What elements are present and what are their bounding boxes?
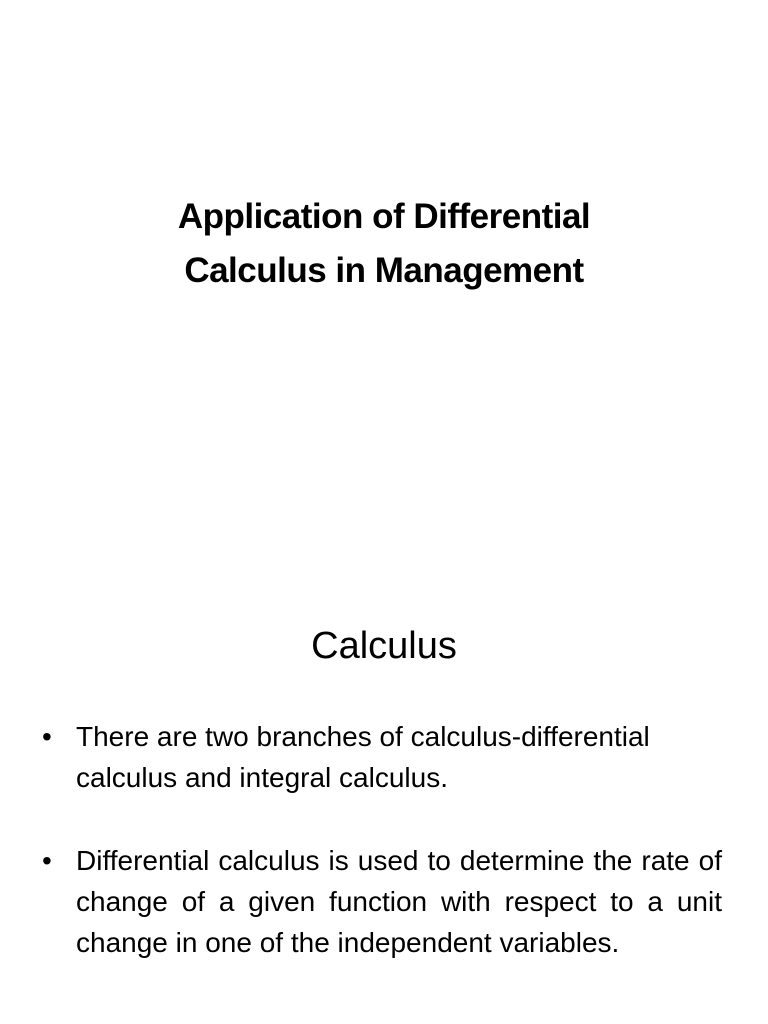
- title-line-2: Calculus in Management: [184, 251, 584, 290]
- bullet-item: [40, 716, 722, 798]
- calculus-slide: [0, 576, 768, 1024]
- bullet-text: Differential calculus is used to determine the rate of change of a given function with respect to a unit change in one of the independent variables.: [76, 845, 722, 958]
- bullet-list: [40, 716, 722, 1005]
- bullet-text: There are two branches of calculus-differential calculus and integral calculus.: [76, 721, 650, 793]
- bullet-icon: •: [42, 721, 52, 752]
- slide-title: [84, 190, 684, 298]
- bullet-icon: •: [42, 845, 52, 876]
- title-line-1: Application of Differential: [177, 197, 591, 236]
- bullet-item: [40, 840, 722, 963]
- slide-heading: Calculus: [311, 625, 457, 667]
